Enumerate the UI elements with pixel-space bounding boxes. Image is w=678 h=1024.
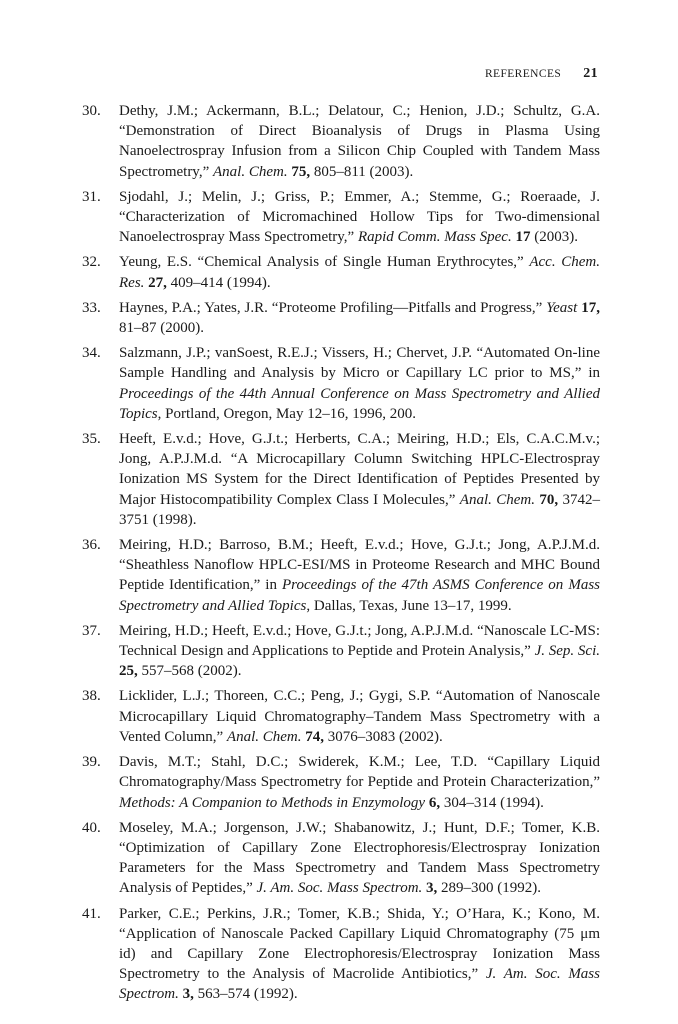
reference-number: 34. xyxy=(82,345,101,362)
reference-item xyxy=(82,343,600,424)
reference-text xyxy=(119,345,600,422)
reference-text xyxy=(119,537,600,614)
reference-item xyxy=(82,818,600,899)
reference-text xyxy=(119,906,600,1003)
reference-list xyxy=(82,101,600,1010)
reference-segment: Heeft, E.v.d.; Hove, G.J.t.; Herberts, C.A.; Meiring, H.D.; Els, C.A.C.M.v.; Jong, A.P.J.M.d. “A Microcapillary Column Switching HPLC-Electrospray Ionization MS System for the Direct Identification of Peptides Presented by Major Histocompatibility Complex Class I Molecules,” xyxy=(119,431,600,508)
reference-segment: Sjodahl, J.; Melin, J.; Griss, P.; Emmer, A.; Stemme, G.; Roeraade, J. “Characterization of Micromachined Hollow Tips for Two-dimensional Nanoelectrospray Mass Spectrometry,” xyxy=(119,188,600,246)
reference-text xyxy=(119,103,600,180)
reference-italic-text: Acc. Chem. Res. xyxy=(119,254,600,291)
reference-segment: Meiring, H.D.; Heeft, E.v.d.; Hove, G.J.t.; Jong, A.P.J.M.d. “Nanoscale LC-MS: Technical Design and Applications to Peptide and Protein Analysis,” xyxy=(119,622,600,660)
reference-text xyxy=(119,688,600,744)
reference-segment: 805–811 (2003). xyxy=(310,163,414,180)
reference-segment: Yeung, E.S. “Chemical Analysis of Single Human Erythrocytes,” xyxy=(119,254,530,271)
reference-number: 36. xyxy=(82,537,101,554)
reference-segment: Salzmann, J.P.; vanSoest, R.E.J.; Vissers, H.; Chervet, J.P. “Automated On-line Sample Handling and Analysis by Micro or Capillary LC prior to MS,” in xyxy=(119,345,600,382)
reference-italic-text: J. Sep. Sci. xyxy=(534,643,600,660)
reference-segment: 409–414 (1994). xyxy=(166,274,271,291)
reference-item xyxy=(82,904,600,1005)
reference-segment: 304–314 (1994). xyxy=(440,794,544,811)
reference-segment: Licklider, L.J.; Thoreen, C.C.; Peng, J.; Gygi, S.P. “Automation of Nanoscale Microcapillary Liquid Chromatography–Tandem Mass Spectrometry with a Vented Column,” xyxy=(119,688,600,745)
reference-italic-text: J. Am. Soc. Mass Spectrom. xyxy=(256,880,423,897)
reference-volume: 6, xyxy=(428,794,441,811)
reference-number: 30. xyxy=(82,103,101,119)
reference-segment: , Portland, Oregon, May 12–16, 1996, 200. xyxy=(157,405,416,422)
reference-item xyxy=(82,298,600,338)
reference-italic-text: Proceedings of the 47th ASMS Conference on Mass Spectrometry and Allied Topics xyxy=(119,577,600,614)
reference-text xyxy=(119,820,600,897)
reference-segment: 3742–3751 (1998). xyxy=(119,491,600,528)
reference-volume: 17, xyxy=(581,299,600,316)
reference-item xyxy=(82,621,600,682)
reference-text xyxy=(119,254,600,290)
reference-number: 41. xyxy=(82,905,101,922)
reference-item xyxy=(82,101,600,182)
reference-italic-text: Anal. Chem. xyxy=(213,163,288,180)
reference-italic-text: Proceedings of the 44th Annual Conference on Mass Spectrometry and Allied Topics xyxy=(119,385,600,422)
reference-italic-text: Methods: A Companion to Methods in Enzymology xyxy=(119,794,426,811)
reference-volume: 25, xyxy=(119,663,138,680)
reference-volume: 3, xyxy=(426,880,438,897)
reference-text xyxy=(119,623,600,679)
reference-item xyxy=(82,187,600,248)
reference-text xyxy=(119,754,600,810)
reference-italic-text: J. Am. Soc. Mass Spectrom. xyxy=(119,966,600,1003)
reference-segment: Meiring, H.D.; Barroso, B.M.; Heeft, E.v.d.; Hove, G.J.t.; Jong, A.P.J.M.d. “Sheathless Nanoflow HPLC-ESI/MS in Proteome Research and MHC Bound Peptide Identification,” in xyxy=(119,537,600,594)
reference-italic-text: Anal. Chem. xyxy=(226,728,302,745)
page-number: 21 xyxy=(583,66,598,81)
reference-number: 35. xyxy=(82,431,101,448)
reference-italic-text: Rapid Comm. Mass Spec. xyxy=(357,229,512,246)
reference-volume: 75, xyxy=(291,163,311,180)
reference-item xyxy=(82,252,600,292)
reference-segment: 563–574 (1992). xyxy=(193,986,298,1003)
reference-segment: Haynes, P.A.; Yates, J.R. “Proteome Profiling—Pitfalls and Progress,” xyxy=(119,299,547,316)
reference-segment: Moseley, M.A.; Jorgenson, J.W.; Shabanowitz, J.; Hunt, D.F.; Tomer, K.B. “Optimization of Capillary Zone Electrophoresis/Electrospray Ionization Parameters for the Mass Spectrometry and Tandem Mass Spectrometry Analysis of Peptides,” xyxy=(119,819,600,897)
reference-volume: 70, xyxy=(539,491,559,508)
reference-item xyxy=(82,429,600,530)
reference-volume: 74, xyxy=(305,728,324,745)
reference-text xyxy=(119,300,600,336)
reference-segment: 289–300 (1992). xyxy=(437,880,542,897)
reference-number: 38. xyxy=(82,688,101,705)
reference-segment: Parker, C.E.; Perkins, J.R.; Tomer, K.B.; Shida, Y.; O’Hara, K.; Kono, M. “Application of Nanoscale Packed Capillary Liquid Chromatography (75 μm id) and Capillary Zone Electrophoresis/Electrospray Ionization Mass Spectrometry to the Analysis of Macrolide Antibiotics,” xyxy=(119,905,600,983)
running-head xyxy=(485,66,598,82)
reference-number: 33. xyxy=(82,299,101,316)
reference-number: 40. xyxy=(82,819,101,836)
reference-item xyxy=(82,752,600,813)
reference-segment: , Dallas, Texas, June 13–17, 1999. xyxy=(306,597,512,614)
reference-volume: 3, xyxy=(182,986,194,1003)
reference-segment: 3076–3083 (2002). xyxy=(323,728,443,745)
reference-segment: 81–87 (2000). xyxy=(119,320,204,337)
reference-text xyxy=(119,189,600,245)
reference-number: 32. xyxy=(82,254,101,271)
section-title: REFERENCES xyxy=(484,68,562,80)
reference-number: 37. xyxy=(82,622,101,639)
reference-segment: Dethy, J.M.; Ackermann, B.L.; Delatour, C.; Henion, J.D.; Schultz, G.A. “Demonstration of Direct Bioanalysis of Drugs in Plasma Using Nanoelectrospray Infusion from a Silicon Chip Coupled with Tandem Mass Spectrometry,” xyxy=(119,103,600,180)
reference-segment: (2003). xyxy=(530,229,578,246)
reference-volume: 17 xyxy=(515,229,531,246)
reference-volume: 27, xyxy=(148,274,167,291)
reference-number: 31. xyxy=(82,188,101,205)
reference-item xyxy=(82,535,600,616)
reference-segment: Davis, M.T.; Stahl, D.C.; Swiderek, K.M.; Lee, T.D. “Capillary Liquid Chromatography/Mass Spectrometry for Peptide and Protein Characterization,” xyxy=(119,754,600,791)
reference-text xyxy=(119,431,600,528)
reference-italic-text: Yeast xyxy=(546,299,578,316)
reference-italic-text: Anal. Chem. xyxy=(459,491,535,508)
reference-number: 39. xyxy=(82,754,101,771)
reference-item xyxy=(82,686,600,747)
reference-segment: 557–568 (2002). xyxy=(137,663,242,680)
